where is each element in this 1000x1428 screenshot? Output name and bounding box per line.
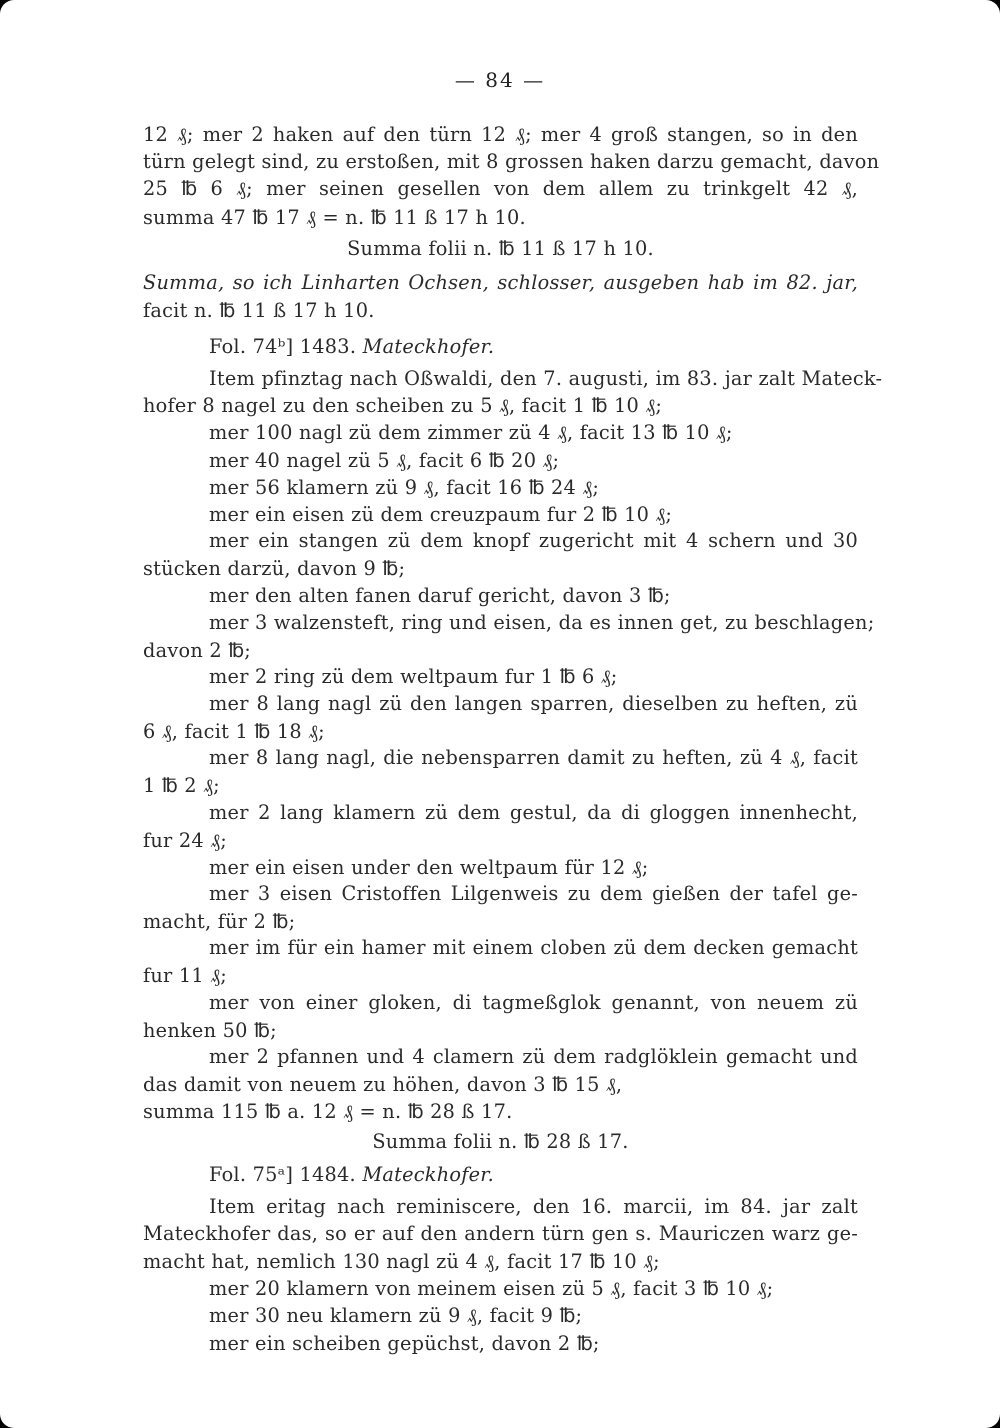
text-line: mer 2 ring zü dem weltpaum fur 1 ℔ 6 ₰; bbox=[209, 665, 618, 688]
text-line: mer ein eisen under den weltpaum für 12 ₰; bbox=[209, 856, 649, 879]
text-line: macht, für 2 ℔; bbox=[143, 910, 296, 933]
text-line: macht hat, nemlich 130 nagl zü 4 ₰, facit 17 ℔ 10 ₰; bbox=[143, 1250, 660, 1273]
page-number: — 84 — bbox=[454, 68, 546, 92]
text-line: fur 24 ₰; bbox=[143, 829, 227, 852]
text-line: 6 ₰, facit 1 ℔ 18 ₰; bbox=[143, 720, 325, 743]
folio-heading bbox=[209, 1164, 858, 1186]
text-line: mer 100 nagl zü dem zimmer zü 4 ₰, facit 13 ℔ 10 ₰; bbox=[209, 421, 733, 444]
text-line: facit n. ℔ 11 ß 17 h 10. bbox=[143, 299, 375, 322]
text-line: mer ein eisen zü dem creuzpaum fur 2 ℔ 10 ₰; bbox=[209, 503, 673, 526]
text-line: 25 ℔ 6 ₰; mer seinen gesellen von dem allem zu trinkgelt 42 ₰, bbox=[143, 177, 858, 200]
folio-heading bbox=[209, 336, 858, 358]
text-line: summa 47 ℔ 17 ₰ = n. ℔ 11 ß 17 h 10. bbox=[143, 206, 526, 229]
text-line: hofer 8 nagel zu den scheiben zu 5 ₰, facit 1 ℔ 10 ₰; bbox=[143, 394, 663, 417]
text-line: mer ein stangen zü dem knopf zugericht mit 4 schern und 30 bbox=[209, 529, 858, 552]
text-line: fur 11 ₰; bbox=[143, 964, 227, 987]
text-line: summa 115 ℔ a. 12 ₰ = n. ℔ 28 ß 17. bbox=[143, 1100, 513, 1123]
summa-folii: Summa folii n. ℔ 11 ß 17 h 10. bbox=[347, 237, 654, 260]
text-line: mer im für ein hamer mit einem cloben zü dem decken gemacht bbox=[209, 936, 858, 959]
summa-folii: Summa folii n. ℔ 28 ß 17. bbox=[372, 1130, 629, 1153]
folio-label: Fol. 75ᵃ] 1484. bbox=[209, 1163, 356, 1186]
text-line: das damit von neuem zu höhen, davon 3 ℔ 15 ₰, bbox=[143, 1073, 623, 1096]
text-line: Item eritag nach reminiscere, den 16. marcii, im 84. jar zalt bbox=[209, 1195, 858, 1218]
text-line: mer 56 klamern zü 9 ₰, facit 16 ℔ 24 ₰; bbox=[209, 476, 600, 499]
text-line: mer 3 eisen Cristoffen Lilgenweis zu dem gießen der tafel ge- bbox=[209, 882, 858, 905]
text-line: henken 50 ℔; bbox=[143, 1019, 277, 1042]
text-line: mer von einer gloken, di tagmeßglok genannt, von neuem zü bbox=[209, 991, 858, 1014]
folio-name: Mateckhofer. bbox=[362, 335, 495, 358]
text-line: Mateckhofer das, so er auf den andern türn gen s. Mauriczen warz ge- bbox=[143, 1222, 858, 1245]
text-line: mer 2 lang klamern zü dem gestul, da di gloggen innenhecht, bbox=[209, 801, 858, 824]
text-line: Item pfinztag nach Oßwaldi, den 7. augusti, im 83. jar zalt Mateck- bbox=[209, 367, 883, 390]
folio-name: Mateckhofer. bbox=[362, 1163, 495, 1186]
text-line: stücken darzü, davon 9 ℔; bbox=[143, 557, 406, 580]
text-line: mer 3 walzensteft, ring und eisen, da es innen get, zu beschlagen; bbox=[209, 611, 875, 634]
text-line: mer 8 lang nagl, die nebensparren damit zu heften, zü 4 ₰, facit bbox=[209, 746, 858, 769]
text-line: mer 2 pfannen und 4 clamern zü dem radglöklein gemacht und bbox=[209, 1045, 858, 1068]
text-line: mer 40 nagel zü 5 ₰, facit 6 ℔ 20 ₰; bbox=[209, 449, 560, 472]
text-line: mer ein scheiben gepüchst, davon 2 ℔; bbox=[209, 1332, 600, 1355]
text-line: türn gelegt sind, zu erstoßen, mit 8 grossen haken darzu gemacht, davon bbox=[143, 150, 880, 173]
text-line: mer 30 neu klamern zü 9 ₰, facit 9 ℔; bbox=[209, 1304, 583, 1327]
folio-label: Fol. 74ᵇ] 1483. bbox=[209, 335, 357, 358]
text-line: 12 ₰; mer 2 haken auf den türn 12 ₰; mer 4 groß stangen, so in den bbox=[143, 123, 858, 146]
text-line: mer den alten fanen daruf gericht, davon 3 ℔; bbox=[209, 584, 671, 607]
section-heading: Summa, so ich Linharten Ochsen, schlosser, ausgeben hab im 82. jar, bbox=[143, 271, 858, 294]
text-line: 1 ℔ 2 ₰; bbox=[143, 774, 220, 797]
text-line: davon 2 ℔; bbox=[143, 639, 252, 662]
text-line: mer 8 lang nagl zü den langen sparren, dieselben zu heften, zü bbox=[209, 692, 858, 715]
text-line: mer 20 klamern von meinem eisen zü 5 ₰, facit 3 ℔ 10 ₰; bbox=[209, 1277, 774, 1300]
